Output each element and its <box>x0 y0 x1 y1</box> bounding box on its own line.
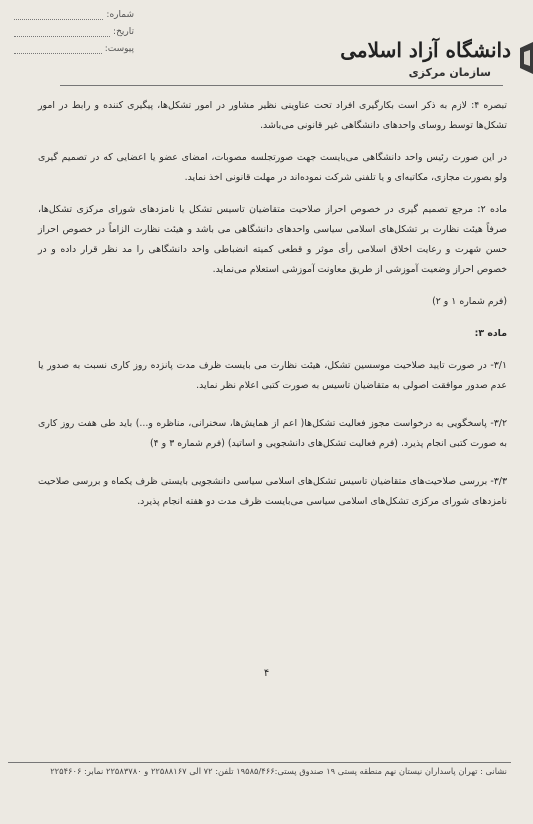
article-3-heading: ماده ۳: <box>474 328 507 339</box>
university-name: دانشگاه آزاد اسلامی <box>340 38 511 62</box>
number-label: شماره: <box>106 9 134 20</box>
footer-divider <box>8 762 511 763</box>
attachment-label: پیوست: <box>104 43 134 54</box>
header-divider <box>60 85 503 86</box>
note-4-paragraph: تبصره ۴: لازم به ذکر است بکارگیری افراد تحت عناوینی نظیر مشاور در امور تشکل‌ها، پیگیری کننده و رابط در امور تشکل‌ها توسط روسای واحدهای دانشگاهی غیر قانونی می‌باشد. <box>38 100 507 131</box>
page-number: ۴ <box>263 668 270 679</box>
meta-attachment-row <box>14 40 134 57</box>
clause-3-2: ۳/۲- پاسخگویی به درخواست مجوز فعالیت تشکل‌ها( اعم از همایش‌ها، سخنرانی، مناظره و...) باید طی هفت روز کاری به صورت کتبی انجام پذیرد. (فرم فعالیت تشکل‌های دانشجویی و اساتید) (فرم شماره ۳ و ۴) <box>38 418 507 449</box>
clause-3-1: ۳/۱- در صورت تایید صلاحیت موسسین تشکل، هیئت نظارت می بایست ظرف مدت پانزده روز کاری نسبت به صدور یا عدم صدور موافقت اصولی به متقاضیان تاسیس به صورت کتبی اعلام نظر نماید. <box>38 360 507 391</box>
letter-body <box>38 96 507 530</box>
meta-number-row <box>14 6 134 23</box>
clause-3-3: ۳/۳- بررسی صلاحیت‌های متقاضیان تاسیس تشکل‌های اسلامی سیاسی دانشجویی بایستی ظرف یکماه و بررسی صلاحیت نامزدهای شورای مرکزی تشکل‌های اسلامی سیاسی می‌بایست ظرف مدت دو هفته انجام پذیرد. <box>38 476 507 507</box>
date-field <box>14 27 110 37</box>
number-field <box>14 10 103 20</box>
attachment-field <box>14 44 102 54</box>
article-2-paragraph: ماده ۲: مرجع تصمیم گیری در خصوص احراز صلاحیت متقاضیان تاسیس تشکل یا نامزدهای شورای مرکزی تشکل‌ها، صرفاً هیئت نظارت بر تشکل‌های اسلامی سیاسی واحدهای دانشگاهی می باشد و هیئت نظارت الزاماً در خصوص احراز حسن شهرت و رعایت اخلاق اسلامی رأی موثر و قطعی کمیته انضباطی واحد دانشگاهی را مد نظر قرار داده و در خصوص احراز وضعیت آموزشی از طریق معاونت آموزشی استعلام می‌نماید. <box>38 204 507 275</box>
date-label: تاریخ: <box>113 26 134 37</box>
letter-meta <box>14 6 134 57</box>
footer-address: نشانی : تهران پاسداران نیستان نهم منطقه پستی ۱۹ صندوق پستی:۱۹۵۸۵/۴۶۶ تلفن: ۷۲ الی ۲۲۵۸۸۱۶۷ و ۲۲۵۸۳۷۸۰ نمابر: ۲۲۵۴۶۰۶ <box>50 766 507 776</box>
meta-date-row <box>14 23 134 40</box>
organization-name: سازمان مرکزی <box>408 66 491 79</box>
letterhead <box>340 38 511 79</box>
signature-paragraph: در این صورت رئیس واحد دانشگاهی می‌بایست جهت صورتجلسه مصوبات، امضای عضو یا اعضایی که در تصمیم گیری ولو بصورت مجازی، مکاتبه‌ای و یا تلفنی شرکت نموده‌اند در مهلت قانونی اخذ نماید. <box>38 152 507 183</box>
forms-1-2-note: (فرم شماره ۱ و ۲) <box>432 296 507 307</box>
university-logo-icon <box>511 38 533 78</box>
